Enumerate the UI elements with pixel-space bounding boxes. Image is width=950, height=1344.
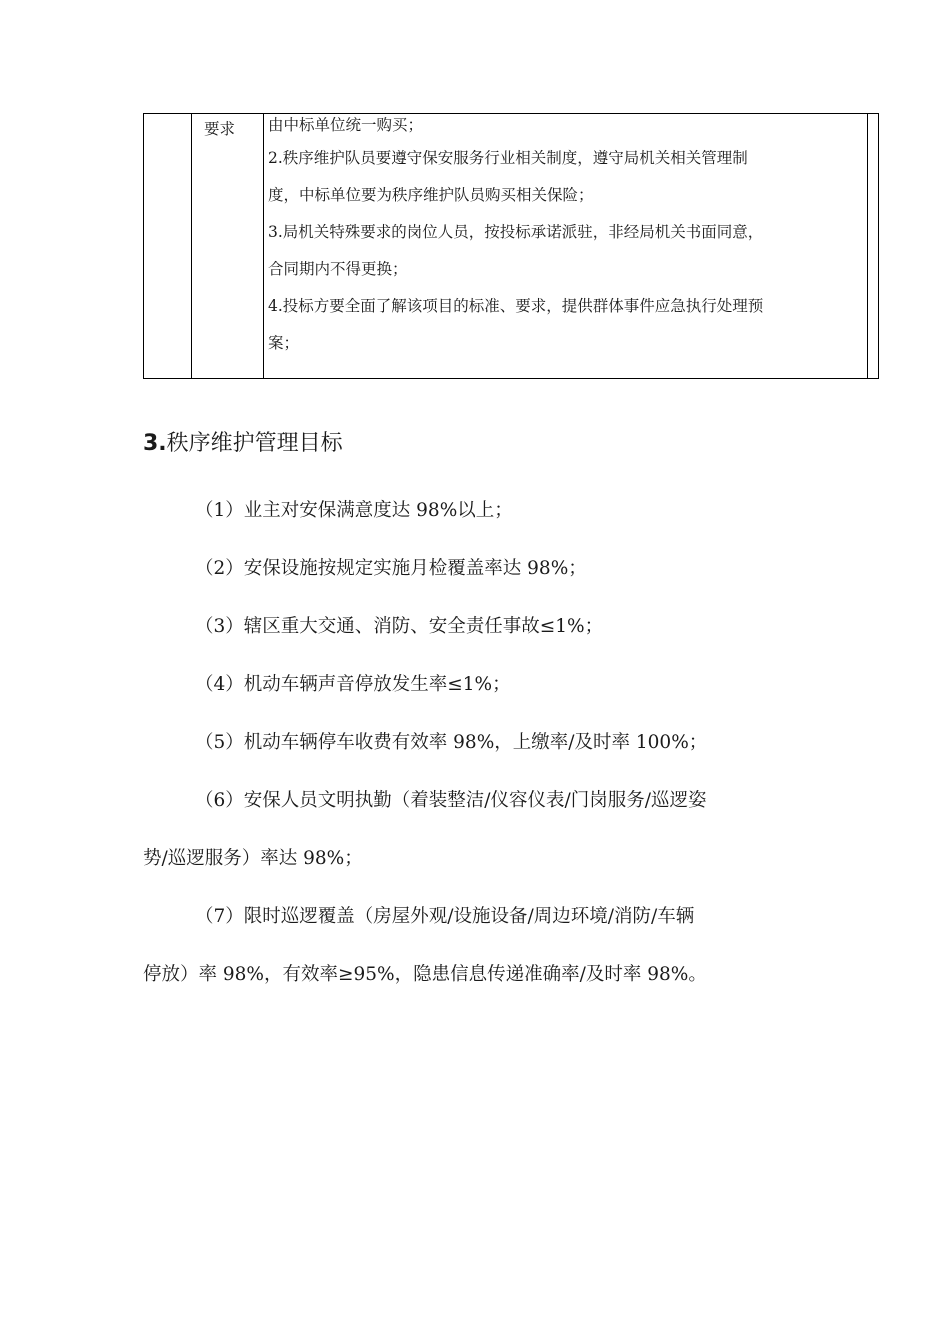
goal-text: （2）安保设施按规定实施月检覆盖率达 98%； (195, 558, 587, 579)
goal-text: （3）辖区重大交通、消防、安全责任事故≤1%； (195, 616, 604, 637)
section-title: 秩序维护管理目标 (166, 431, 343, 456)
goal-item (143, 611, 843, 643)
goal-item (143, 901, 843, 933)
requirement-line: 4.投标方要全面了解该项目的标准、要求，提供群体事件应急执行处理预 (268, 297, 764, 315)
requirement-line: 合同期内不得更换； (268, 260, 408, 278)
requirement-line: 2.秩序维护队员要遵守保安服务行业相关制度，遵守局机关相关管理制 (268, 149, 748, 167)
requirements-content (264, 114, 879, 379)
goal-text: （1）业主对安保满意度达 98%以上； (195, 500, 513, 521)
goal-text: （4）机动车辆声音停放发生率≤1%； (195, 674, 511, 695)
goal-text: 停放）率 98%，有效率≥95%，隐患信息传递准确率/及时率 98%。 (143, 964, 707, 985)
goal-item-continuation (143, 843, 843, 875)
goal-item (143, 669, 843, 701)
table-cell-empty (144, 114, 192, 379)
goal-text: 势/巡逻服务）率达 98%； (143, 848, 363, 869)
goal-item-continuation (143, 959, 843, 991)
section-heading (143, 426, 343, 462)
table-border (867, 113, 870, 379)
requirement-line: 案； (268, 334, 300, 352)
goal-text: （6）安保人员文明执勤（着装整洁/仪容仪表/门岗服务/巡逻姿 (195, 790, 707, 811)
requirement-line: 度，中标单位要为秩序维护队员购买相关保险； (268, 186, 594, 204)
section-number: 3. (143, 431, 167, 456)
requirement-line: 由中标单位统一购买； (268, 116, 424, 134)
goal-text: （7）限时巡逻覆盖（房屋外观/设施设备/周边环境/消防/车辆 (195, 906, 695, 927)
goal-text: （5）机动车辆停车收费有效率 98%，上缴率/及时率 100%； (195, 732, 708, 753)
requirements-table (143, 113, 879, 379)
goal-item (143, 553, 843, 585)
goal-item (143, 495, 843, 527)
goal-item (143, 727, 843, 759)
goal-item (143, 785, 843, 817)
requirements-label: 要求 (192, 114, 264, 379)
requirement-line: 3.局机关特殊要求的岗位人员，按投标承诺派驻，非经局机关书面同意， (268, 223, 764, 241)
table-row (144, 114, 879, 379)
